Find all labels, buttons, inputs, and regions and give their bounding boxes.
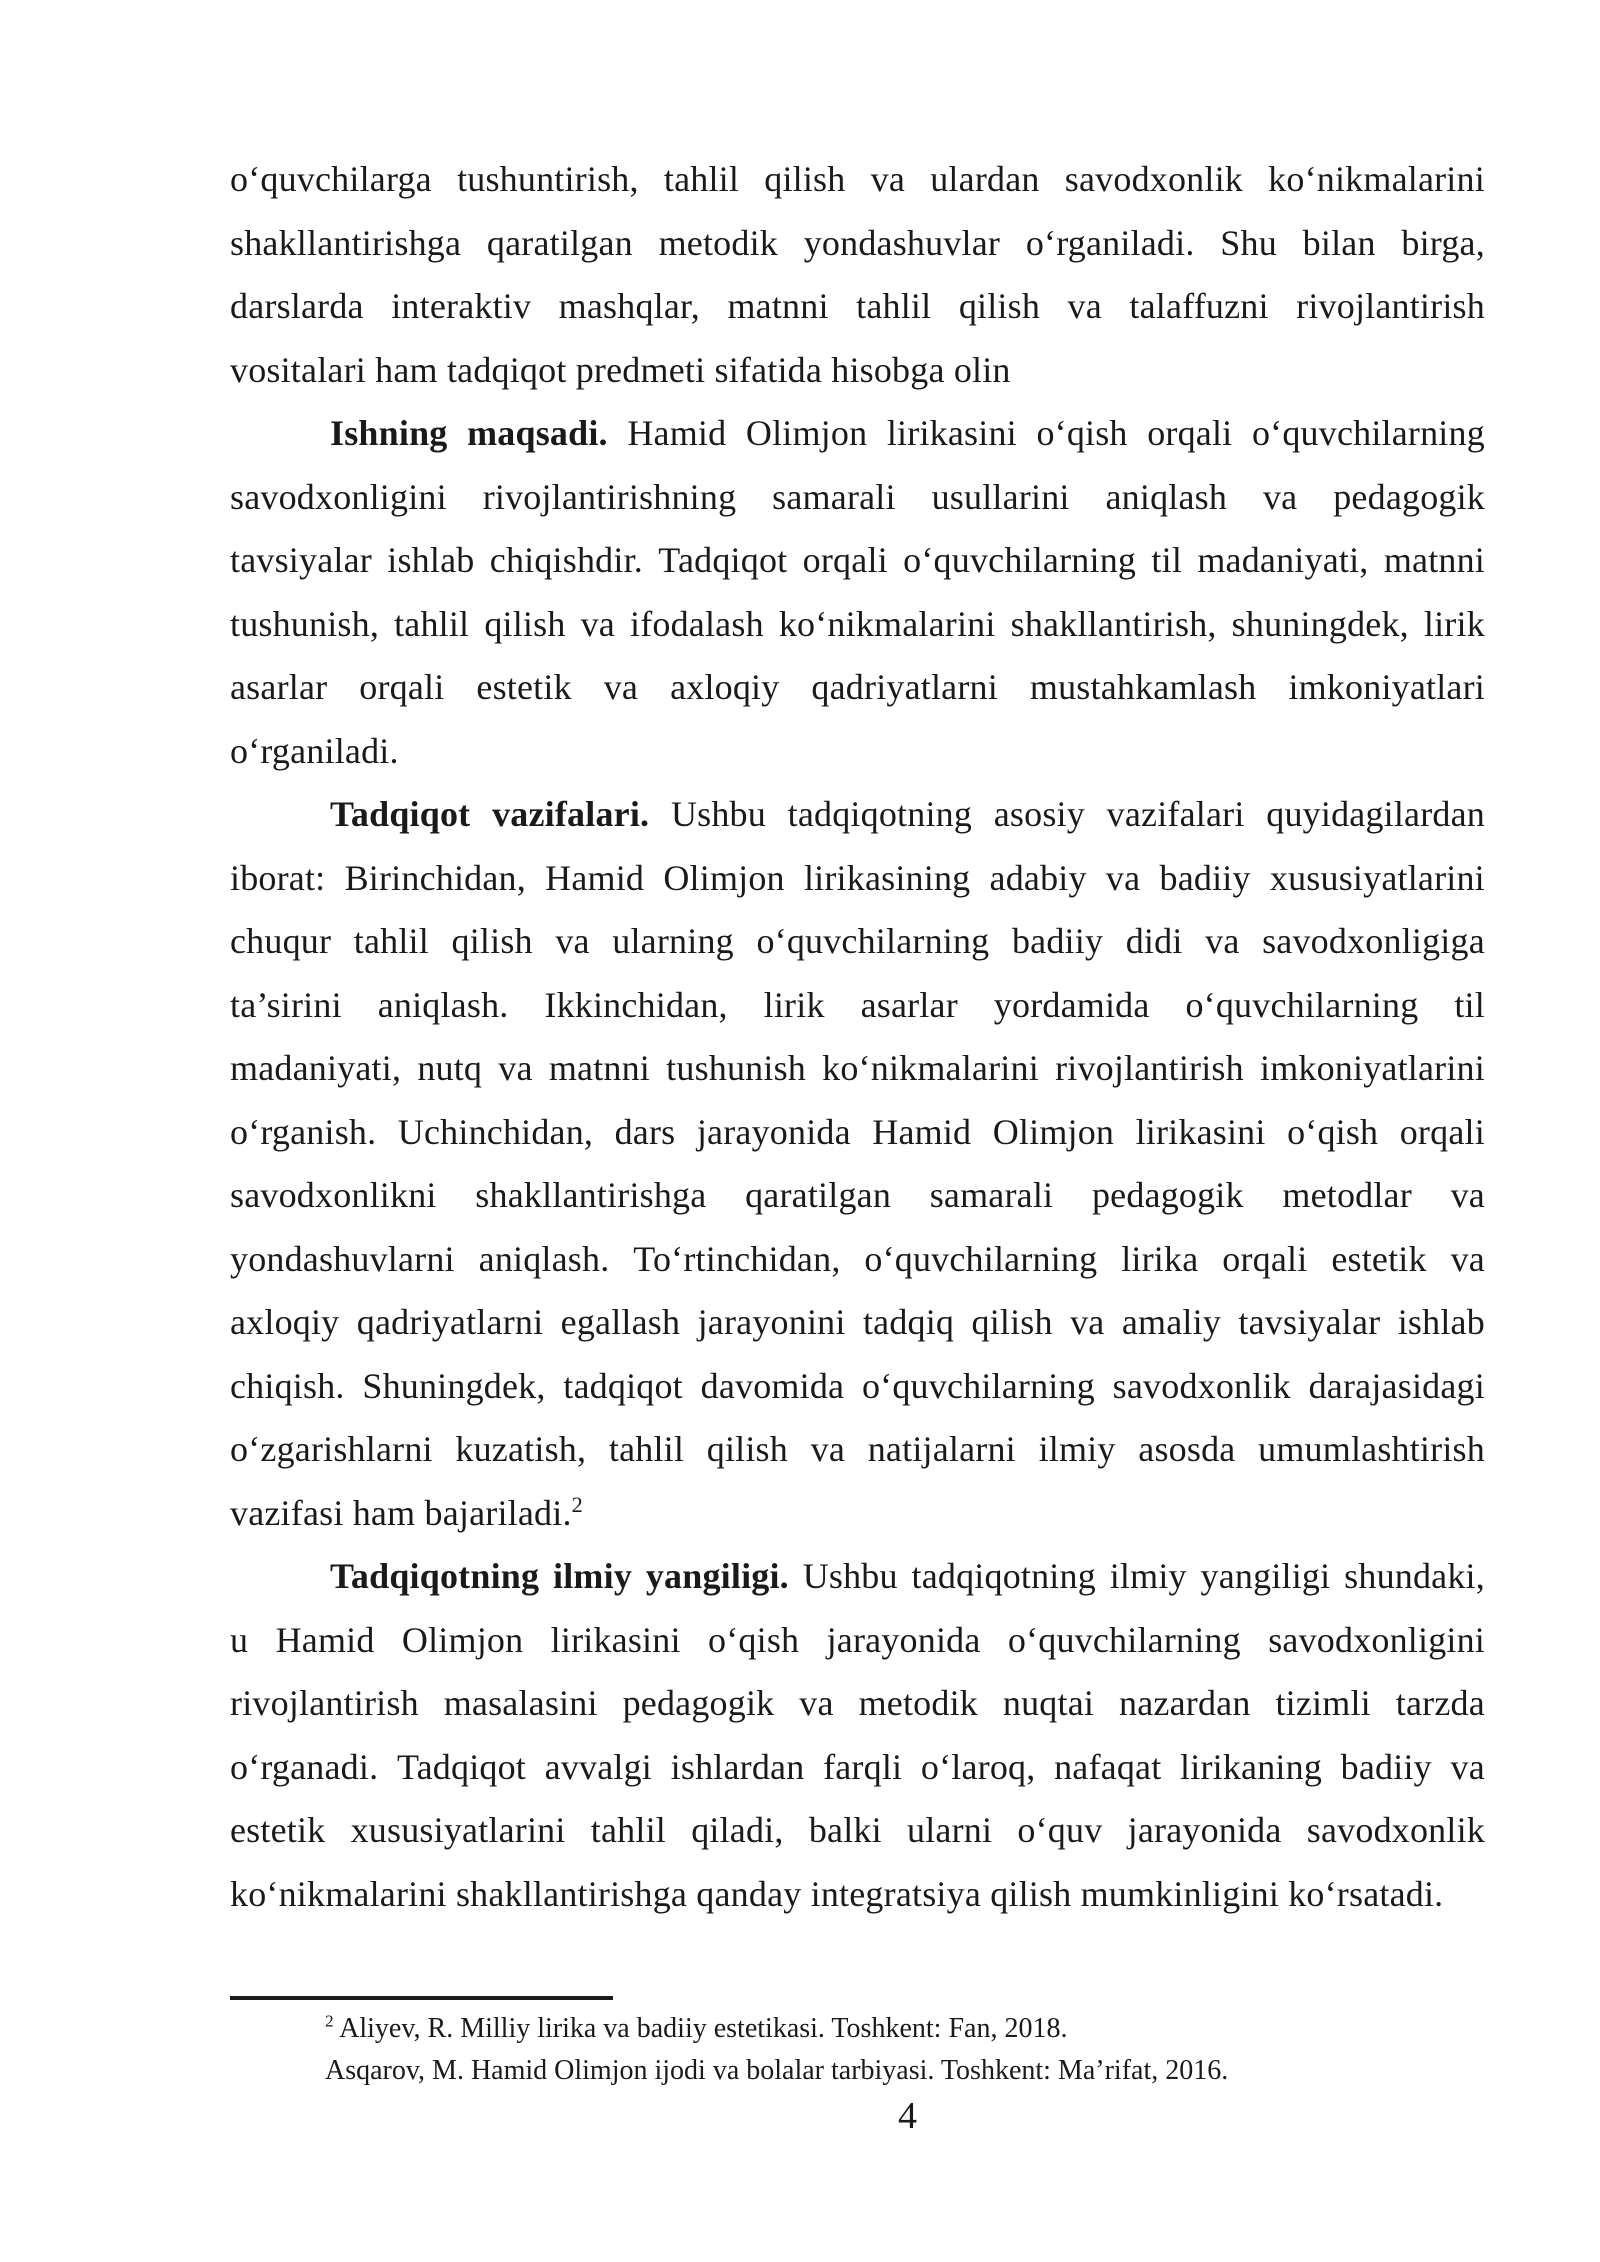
- word: axloqiy: [230, 1302, 340, 1342]
- word: oʻquvchilarning: [861, 1365, 1095, 1406]
- word: qilish: [958, 286, 1041, 326]
- word: tizimli: [1275, 1683, 1371, 1723]
- word: jarayonida: [696, 1111, 851, 1152]
- word: badiiy: [1159, 857, 1251, 898]
- word: talaffuzni: [1129, 286, 1269, 326]
- word: ifodalash: [630, 603, 764, 644]
- word: kuzatish,: [455, 1429, 587, 1469]
- word: ilmiy: [1109, 1556, 1187, 1596]
- word: badiiy: [1011, 921, 1104, 961]
- text-line: [230, 339, 1485, 403]
- word: Ushbu: [802, 1556, 898, 1596]
- word: oʻrganadi.: [230, 1746, 379, 1787]
- word: orqali: [359, 667, 445, 707]
- word: Tadqiqotning: [330, 1556, 540, 1596]
- word: oʻquvchilarning: [1185, 984, 1419, 1025]
- word: lirikaning: [1180, 1746, 1323, 1787]
- text-line: [230, 275, 1485, 339]
- word: ilmiy: [1038, 1429, 1116, 1469]
- word: rivojlantirishning: [482, 476, 737, 517]
- word: va: [603, 667, 639, 707]
- word: tahlil: [663, 159, 740, 199]
- word: u: [230, 1619, 249, 1660]
- paragraph: [230, 402, 1485, 783]
- word: va: [870, 159, 906, 199]
- word: metodik: [658, 222, 778, 263]
- word: Toʻrtinchidan,: [633, 1238, 841, 1279]
- word: Hamid: [627, 413, 727, 453]
- text-line: [230, 656, 1485, 720]
- word: orqali: [1399, 1111, 1485, 1152]
- word: quyidagilardan: [1266, 794, 1485, 834]
- word: imkoniyatlarini: [1260, 1048, 1485, 1088]
- word: balki: [808, 1810, 882, 1850]
- word: qaratilgan: [486, 222, 633, 263]
- word: oʻqish: [708, 1619, 800, 1660]
- word: tadqiq: [862, 1302, 955, 1342]
- word: mashqlar,: [558, 286, 700, 326]
- text-line: [230, 1164, 1485, 1228]
- word: Tadqiqot: [658, 540, 788, 580]
- word: jarayonini: [697, 1302, 846, 1342]
- paragraph: [230, 783, 1485, 1545]
- word: va: [799, 1683, 834, 1723]
- word: egallash: [560, 1302, 681, 1342]
- word: orqali: [802, 540, 888, 580]
- word: koʻnikmalarini: [1268, 159, 1485, 199]
- text-line: [230, 1418, 1485, 1482]
- word: lirika: [1121, 1238, 1199, 1279]
- word: Olimjon: [663, 857, 785, 898]
- word: savodxonlik: [1306, 1810, 1485, 1850]
- word: yordamida: [993, 984, 1150, 1025]
- footnote-separator: [230, 1996, 613, 2000]
- word: ilmiy: [553, 1556, 633, 1596]
- text-line: [230, 974, 1485, 1038]
- text-line: [230, 1291, 1485, 1355]
- word: tushunish,: [230, 603, 380, 644]
- footnote-text: Aliyev, R. Milliy lirika va badiiy estetikasi. Toshkent: Fan, 2018.: [333, 2013, 1068, 2044]
- word: aniqlash.: [478, 1238, 610, 1279]
- word: jarayonida: [1127, 1810, 1282, 1850]
- page-content: [230, 148, 1485, 2138]
- word: tavsiyalar: [1238, 1302, 1381, 1342]
- word: savodxonlik: [1064, 159, 1243, 199]
- word: savodxonlik: [1112, 1365, 1291, 1406]
- word: savodxonligiga: [1262, 921, 1485, 961]
- text-line: [230, 1482, 1485, 1546]
- text-line: [230, 212, 1485, 276]
- word: tushuntirish,: [457, 159, 639, 199]
- text-line: [230, 1736, 1485, 1800]
- word: va: [1067, 286, 1102, 326]
- word: nazardan: [1119, 1683, 1251, 1723]
- word: qaratilgan: [745, 1175, 892, 1215]
- word: shuningdek,: [1231, 603, 1409, 644]
- word: oʻquvchilarning: [864, 1238, 1098, 1279]
- text-line: [230, 1355, 1485, 1419]
- paragraph: [230, 1545, 1485, 1926]
- word: va: [498, 1048, 533, 1088]
- word: imkoniyatlari: [1288, 667, 1485, 707]
- word: ta’sirini: [230, 984, 342, 1025]
- word: matnni: [727, 286, 829, 326]
- page-number: 4: [898, 2095, 917, 2137]
- word: bilan: [1302, 222, 1376, 263]
- word: badiiy: [1340, 1746, 1432, 1787]
- word: va: [1450, 1746, 1485, 1787]
- word: va: [555, 921, 590, 961]
- word: oʻquvchilarning: [1007, 1619, 1241, 1660]
- word: savodxonligini: [230, 476, 447, 517]
- word: qilish: [451, 921, 533, 961]
- footnote: [325, 2008, 1485, 2092]
- word: tushunish: [666, 1048, 806, 1088]
- word: Olimjon: [401, 1619, 524, 1660]
- word: iborat:: [230, 857, 326, 898]
- word: va: [1070, 1302, 1105, 1342]
- word: tahlil: [608, 1429, 685, 1469]
- text-line: [230, 402, 1485, 466]
- footnote-line: [325, 2008, 1485, 2050]
- word: Olimjon: [745, 413, 868, 453]
- word: tahlil: [856, 286, 932, 326]
- word: ishlab: [1397, 1302, 1485, 1342]
- word: shakllantirishga: [230, 222, 462, 263]
- footnote-text: Asqarov, M. Hamid Olimjon ijodi va bolalar tarbiyasi. Toshkent: Ma’rifat, 2016.: [325, 2055, 1229, 2086]
- word: avvalgi: [544, 1746, 653, 1787]
- word: tahlil: [353, 921, 429, 961]
- word: Shuningdek,: [362, 1365, 546, 1406]
- word: oʻqish: [1287, 1111, 1379, 1152]
- word: Ikkinchidan,: [544, 984, 728, 1025]
- word: birga,: [1401, 222, 1485, 263]
- word: va: [1262, 476, 1298, 517]
- word: shundaki,: [1344, 1556, 1485, 1596]
- word: xususiyatlarini: [350, 1810, 566, 1850]
- word: umumlashtirish: [1258, 1429, 1485, 1469]
- word: chiqishdir.: [489, 540, 643, 580]
- word: qadriyatlarni: [356, 1302, 544, 1342]
- word: Shu: [1220, 222, 1277, 263]
- word: vazifalari: [1106, 794, 1245, 834]
- word: Birinchidan,: [344, 857, 526, 898]
- text-line: [230, 1545, 1485, 1609]
- word: interaktiv: [391, 286, 532, 326]
- word: Hamid: [872, 1111, 972, 1152]
- word: adabiy: [989, 857, 1087, 898]
- word: nuqtai: [1002, 1683, 1095, 1723]
- word: asarlar: [230, 667, 328, 707]
- word: savodxonlikni: [230, 1175, 437, 1215]
- word: dars: [614, 1111, 676, 1152]
- text-line: [230, 1101, 1485, 1165]
- word: pedagogik: [1333, 476, 1485, 517]
- word: yondashuvlarni: [230, 1238, 455, 1279]
- word: oʻrganish.: [230, 1111, 377, 1152]
- word: metodik: [858, 1683, 978, 1723]
- word: madaniyati,: [1197, 540, 1369, 580]
- word: Hamid: [275, 1619, 375, 1660]
- word: nutq: [417, 1048, 483, 1088]
- word: masalasini: [443, 1683, 598, 1723]
- word: madaniyati,: [230, 1048, 402, 1088]
- word: ishlab: [387, 540, 475, 580]
- word: oʻqish: [1036, 413, 1128, 453]
- word: tadqiqotning: [787, 794, 973, 834]
- word: koʻnikmalarini: [778, 603, 996, 644]
- word: jarayonida: [826, 1619, 981, 1660]
- word: maqsadi.: [467, 413, 608, 453]
- word: vazifalari.: [492, 794, 650, 834]
- page-body-text: [230, 148, 1485, 1926]
- word: Ishning: [330, 413, 448, 453]
- word: Hamid: [545, 857, 645, 898]
- word: estetik: [230, 1810, 326, 1850]
- word: lirik: [1423, 603, 1485, 644]
- word: Tadqiqot: [330, 794, 471, 834]
- word: orqali: [1147, 413, 1233, 453]
- word: koʻnikmalarini: [822, 1048, 1039, 1088]
- word: lirikasini: [550, 1619, 681, 1660]
- word: pedagogik: [1091, 1175, 1244, 1215]
- word: tadqiqot: [563, 1365, 683, 1406]
- word: chuqur: [230, 921, 332, 961]
- text-line: [230, 1609, 1485, 1673]
- word: yondashuvlar: [803, 222, 1001, 263]
- word: Tadqiqot: [396, 1746, 526, 1787]
- text-line: [230, 1228, 1485, 1292]
- word: qilish: [971, 1302, 1053, 1342]
- word: savodxonligini: [1268, 1619, 1485, 1660]
- word: chiqish.: [230, 1365, 345, 1406]
- word: qilish: [484, 603, 566, 644]
- word: farqli: [823, 1746, 903, 1787]
- text-line: [230, 910, 1485, 974]
- word: rivojlantirish: [1296, 286, 1485, 326]
- word: oʻquvchilarning: [1251, 413, 1485, 453]
- word: matnni: [548, 1048, 651, 1088]
- word: yangiligi.: [645, 1556, 789, 1596]
- word: ularning: [612, 921, 734, 961]
- footnote-line: [325, 2050, 1485, 2092]
- word: samarali: [929, 1175, 1054, 1215]
- word: matnni: [1383, 540, 1485, 580]
- word: oʻquv: [1017, 1810, 1103, 1850]
- word: qadriyatlarni: [811, 667, 998, 707]
- word: darslarda: [230, 286, 364, 326]
- word: Ushbu: [670, 794, 766, 834]
- word: lirikasining: [803, 857, 971, 898]
- word: til: [1151, 540, 1183, 580]
- text-line: [230, 529, 1485, 593]
- word: xususiyatlarini: [1269, 857, 1485, 898]
- word: asosda: [1138, 1429, 1236, 1469]
- word: samarali: [772, 476, 896, 517]
- word: lirikasini: [1135, 1111, 1266, 1152]
- word: davomida: [700, 1365, 845, 1406]
- text-segment: vazifasi ham bajariladi.: [230, 1492, 572, 1533]
- text-line: [230, 148, 1485, 212]
- word: asarlar: [860, 984, 958, 1025]
- word: va: [1105, 857, 1141, 898]
- word: orqali: [1222, 1238, 1308, 1279]
- word: oʻzgarishlarni: [230, 1429, 433, 1469]
- word: oʻquvchilarning: [756, 921, 990, 961]
- word: qilish: [764, 159, 846, 199]
- word: Olimjon: [992, 1111, 1115, 1152]
- word: ishlardan: [670, 1746, 805, 1787]
- word: ulardan: [930, 159, 1040, 199]
- word: natijalarni: [867, 1429, 1016, 1469]
- word: va: [1205, 921, 1240, 961]
- text-line: [230, 847, 1485, 911]
- text-line: [230, 1037, 1485, 1101]
- word: tahlil: [394, 603, 470, 644]
- text-segment: oʻrganiladi.: [230, 730, 399, 771]
- word: pedagogik: [622, 1683, 775, 1723]
- text-segment: koʻnikmalarini shakllantirishga qanday integratsiya qilish mumkinligini koʻrsatadi.: [230, 1873, 1444, 1914]
- text-line: [230, 1799, 1485, 1863]
- word: oʻquvchilarning: [903, 540, 1137, 580]
- word: aniqlash: [1105, 476, 1228, 517]
- word: qilish: [706, 1429, 788, 1469]
- word: va: [810, 1429, 846, 1469]
- paragraph: [230, 148, 1485, 402]
- word: didi: [1125, 921, 1183, 961]
- word: asosiy: [993, 794, 1085, 834]
- text-line: [230, 1672, 1485, 1736]
- text-segment: vositalari ham tadqiqot predmeti sifatida hisobga olin: [230, 349, 1011, 390]
- word: axloqiy: [670, 667, 780, 707]
- word: til: [1454, 984, 1485, 1025]
- word: oʻquvchilarga: [230, 159, 432, 199]
- word: oʻrganiladi.: [1025, 222, 1195, 263]
- word: shakllantirish,: [1010, 603, 1217, 644]
- footnote-ref: 2: [325, 2011, 334, 2031]
- footnote-ref: 2: [571, 1491, 584, 1517]
- word: oʻlaroq,: [920, 1746, 1036, 1787]
- text-line: [230, 783, 1485, 847]
- word: estetik: [1331, 1238, 1427, 1279]
- text-line: [230, 1863, 1485, 1927]
- word: darajasidagi: [1308, 1365, 1485, 1406]
- text-line: [230, 593, 1485, 657]
- word: estetik: [476, 667, 572, 707]
- word: metodlar: [1282, 1175, 1412, 1215]
- word: usullarini: [931, 476, 1070, 517]
- word: shakllantirishga: [475, 1175, 707, 1215]
- word: nafaqat: [1054, 1746, 1162, 1787]
- word: mustahkamlash: [1029, 667, 1257, 707]
- word: qiladi,: [691, 1810, 784, 1850]
- word: va: [580, 603, 615, 644]
- word: lirikasini: [886, 413, 1017, 453]
- word: aniqlash.: [377, 984, 509, 1025]
- word: rivojlantirish: [1055, 1048, 1244, 1088]
- word: Uchinchidan,: [397, 1111, 594, 1152]
- text-line: [230, 466, 1485, 530]
- word: tavsiyalar: [230, 540, 372, 580]
- word: rivojlantirish: [230, 1683, 419, 1723]
- word: tarzda: [1395, 1683, 1485, 1723]
- word: tadqiqotning: [911, 1556, 1096, 1596]
- word: ularni: [907, 1810, 993, 1850]
- word: amaliy: [1121, 1302, 1222, 1342]
- word: va: [1450, 1175, 1485, 1215]
- word: va: [1450, 1238, 1485, 1279]
- word: yangiligi: [1200, 1556, 1331, 1596]
- word: lirik: [763, 984, 825, 1025]
- text-line: [230, 720, 1485, 784]
- word: tahlil: [590, 1810, 666, 1850]
